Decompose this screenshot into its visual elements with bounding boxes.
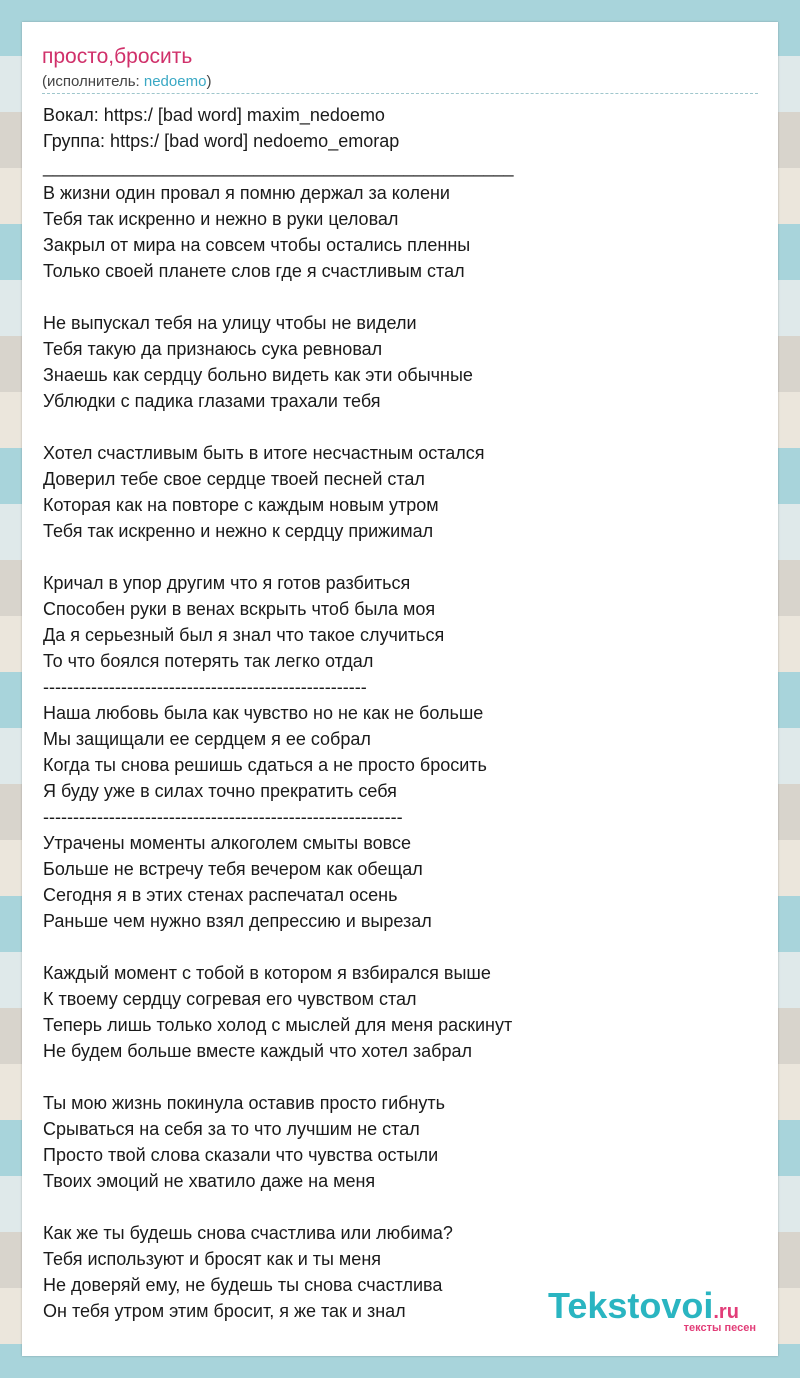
lyric-line [43,284,763,310]
lyric-line: Не доверяй ему, не будешь ты снова счастлива [43,1275,443,1295]
lyric-line: Когда ты снова решишь сдаться а не просто бросить [43,755,487,775]
lyric-line: Группа: https:/ [bad word] nedoemo_emorap [43,131,400,151]
lyric-line: Каждый момент с тобой в котором я взбирался выше [43,963,491,983]
lyric-line: Теперь лишь только холод с мыслей для меня раскинут [43,1015,513,1035]
artist-link[interactable]: nedoemo [143,73,207,90]
lyric-line: Да я серьезный был я знал что такое случиться [43,625,445,645]
lyric-line: Мы защищали ее сердцем я ее собрал [43,729,371,749]
lyric-line: Просто твой слова сказали что чувства остыли [43,1145,439,1165]
logo-tagline: тексты песен [683,1322,756,1334]
lyric-line: Ты мою жизнь покинула оставив просто гибнуть [43,1093,446,1113]
lyric-line: К твоему сердцу согревая его чувством стал [43,989,417,1009]
lyric-line [43,544,763,570]
lyric-line: _______________________________________________ [43,157,514,177]
lyric-line: Способен руки в венах вскрыть чтоб была моя [43,599,436,619]
lyric-line: Больше не встречу тебя вечером как обещал [43,859,423,879]
lyric-line: Знаешь как сердцу больно видеть как эти обычные [43,365,473,385]
lyric-line: Я буду уже в силах точно прекратить себя [43,781,397,801]
lyric-line: Наша любовь была как чувство но не как не больше [43,703,484,723]
lyric-line: Не будем больше вместе каждый что хотел забрал [43,1041,472,1061]
lyric-line: Кричал в упор другим что я готов разбиться [43,573,411,593]
artist-suffix: ) [206,73,212,90]
lyric-line [43,414,763,440]
lyric-line: Тебя используют и бросят как и ты меня [43,1249,382,1269]
lyric-line: Только своей планете слов где я счастливым стал [43,261,465,281]
lyric-line: Тебя так искренно и нежно в руки целовал [43,209,399,229]
lyric-line: Срываться на себя за то что лучшим не стал [43,1119,420,1139]
logo-word: Tekstovoi [548,1285,714,1326]
lyrics-card [22,22,778,1356]
lyric-line: Не выпускал тебя на улицу чтобы не видели [43,313,417,333]
logo-tld: .ru [713,1301,739,1323]
site-logo[interactable] [548,1285,758,1334]
lyric-line: Вокал: https:/ [bad word] maxim_nedoemo [43,105,385,125]
lyric-line: Доверил тебе свое сердце твоей песней стал [43,469,425,489]
lyric-line: ------------------------------------------------------ [43,677,367,697]
artist-line [42,72,211,92]
artist-prefix: (исполнитель: [42,73,144,90]
lyric-line [43,1064,763,1090]
song-title: просто,бросить [42,45,193,68]
lyric-line: Твоих эмоций не хватило даже на меня [43,1171,376,1191]
lyric-line [43,934,763,960]
header-divider [42,93,758,94]
lyric-line: Как же ты будешь снова счастлива или любима? [43,1223,453,1243]
lyrics-text [43,102,763,1324]
lyric-line: Утрачены моменты алкоголем смыты вовсе [43,833,411,853]
lyric-line: В жизни один провал я помню держал за колени [43,183,450,203]
lyric-line: Сегодня я в этих стенах распечатал осень [43,885,398,905]
lyric-line: Закрыл от мира на совсем чтобы остались пленны [43,235,471,255]
lyric-line [43,1194,763,1220]
lyric-line: Ублюдки с падика глазами трахали тебя [43,391,381,411]
lyric-line: Раньше чем нужно взял депрессию и вырезал [43,911,432,931]
lyric-line: То что боялся потерять так легко отдал [43,651,374,671]
lyric-line: Тебя такую да признаюсь сука ревновал [43,339,383,359]
lyric-line: Хотел счастливым быть в итоге несчастным остался [43,443,485,463]
lyric-line: Которая как на повторе с каждым новым утром [43,495,439,515]
lyric-line: ------------------------------------------------------------ [43,807,403,827]
lyric-line: Он тебя утром этим бросит, я же так и знал [43,1301,406,1321]
lyric-line: Тебя так искренно и нежно к сердцу прижимал [43,521,434,541]
